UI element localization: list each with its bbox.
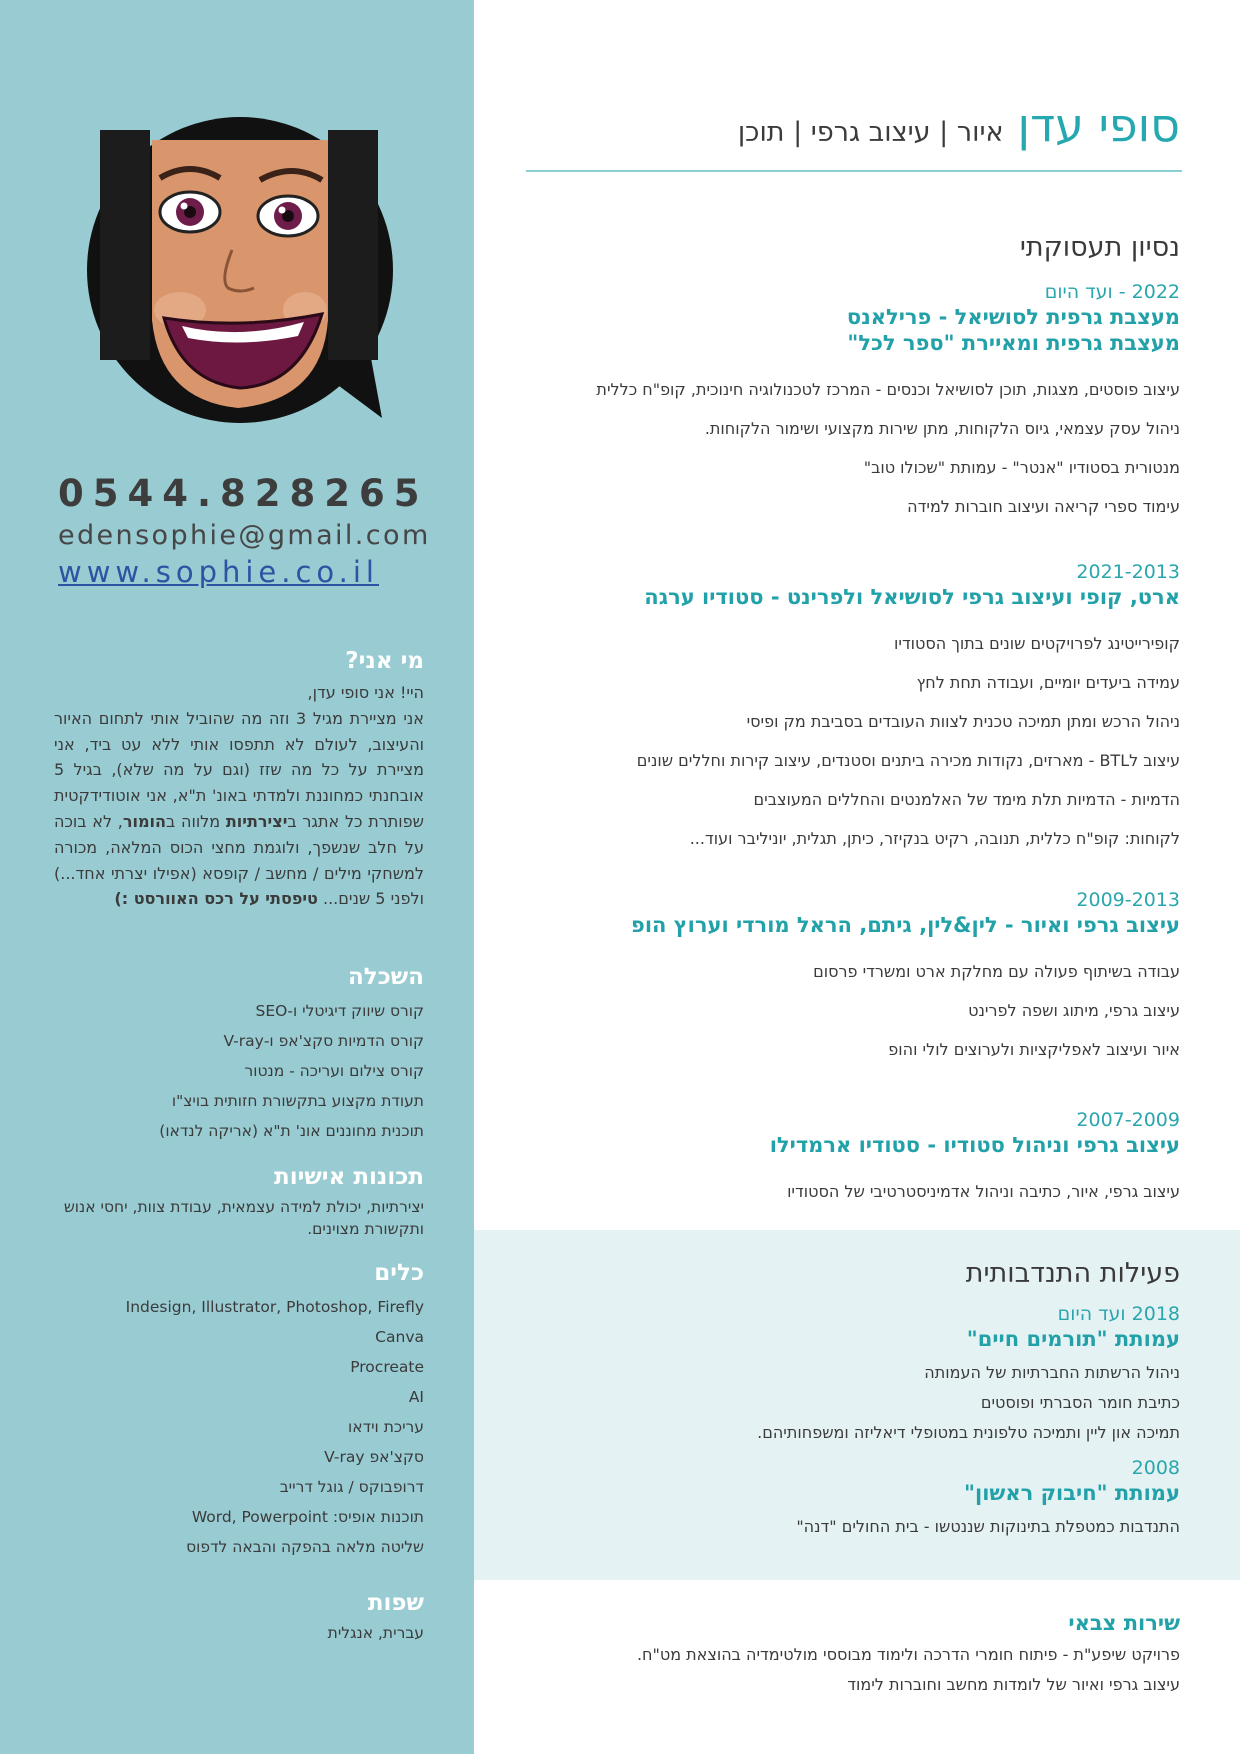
email-address[interactable]: edensophie@gmail.com [58, 520, 431, 551]
list-item: Canva [375, 1328, 424, 1346]
volunteer-first-hug [520, 1456, 1180, 1542]
list-item: AI [408, 1388, 424, 1406]
volunteer-period: 2008 [1131, 1457, 1180, 1479]
list-item: פרויקט שיפע"ת - פיתוח חומרי הדרכה ולימוד מבוססי מולטימדיה בהוצאת מט"ח. [636, 1645, 1180, 1664]
job-duties [520, 624, 1180, 858]
list-item: תוכנות אופיס: Word, Powerpoint [191, 1508, 424, 1526]
list-item: התנדבות כמטפלת בתינוקות שננטשו - בית החולים "דנה" [796, 1517, 1180, 1536]
volunteer-duties [520, 1512, 1180, 1542]
list-item: עימוד ספרי קריאה ועיצוב חוברות למידה [907, 497, 1180, 516]
list-item: סקצ'אפ V-ray [324, 1448, 424, 1466]
list-item: עבודה בשיתוף פעולה עם מחלקת ארט ומשרדי פרסום [813, 962, 1180, 981]
about-title: מי אני? [345, 648, 424, 674]
about-text: היי! אני סופי עדן, אני מציירת מגיל 3 וזה מה שהוביל אותי לתחום האיור והעיצוב, לעולם לא תתפסו אותי ללא עט ביד, אני מציירת על כל מה שזז (וגם על מה שלא), בגיל 5 אובחנתי כמחוננת ולמדתי באונ' ת"א, אני אוטודידקטית שפותרת כל אתגר ביצירתיות מלווה בהומור, לא בוכה על חלב שנשפך, ולוגמת מחצי הכוס המלאה, מכורה למשחקי מילים / מחשב / קופסא (אפילו יצרתי אחד...) ולפני 5 שנים... טיפסתי על רכס האוורסט :) [54, 680, 424, 912]
tools-section [54, 1260, 424, 1562]
phone-number: 0544.828265 [58, 472, 429, 515]
website-link[interactable]: www.sophie.co.il [58, 555, 379, 589]
job-title: עיצוב גרפי ואיור - לין&לין, גיתם, הראל מורדי וערוץ הופ [631, 913, 1180, 937]
avatar-illustration [60, 100, 420, 440]
hair-right [328, 130, 378, 360]
list-item: ניהול עסק עצמאי, גיוס הלקוחות, מתן שירות מקצועי ושימור הלקוחות. [704, 419, 1180, 438]
list-item: עיצוב פוסטים, מצגות, תוכן לסושיאל וכנסים - המרכז לטכנולוגיה חינוכית, קופ"ח כללית [596, 380, 1180, 399]
list-item: תוכנית מחוננים אונ' ת"א (אריקה לנדאו) [159, 1122, 424, 1140]
header [738, 98, 1180, 152]
volunteer-period: 2018 ועד היום [1057, 1303, 1180, 1325]
list-item: שליטה מלאה בהפקה והבאה לדפוס [186, 1538, 424, 1556]
job-period: 2022 - ועד היום [1044, 281, 1180, 303]
hair-left [100, 130, 150, 360]
military-duties [520, 1640, 1180, 1700]
job-duties [520, 952, 1180, 1069]
about-section [54, 648, 424, 912]
list-item: עריכת וידאו [348, 1418, 424, 1436]
sidebar [0, 0, 474, 1754]
list-item: קורס הדמיות סקצ'אפ ו-V-ray [223, 1032, 424, 1050]
about-greeting: היי! אני סופי עדן, [307, 683, 424, 702]
languages-section [54, 1590, 424, 1644]
list-item: עיצוב גרפי, איור, כתיבה וניהול אדמיניסטרטיבי של הסטודיו [787, 1182, 1180, 1201]
education-section [54, 964, 424, 1146]
traits-text: יצירתיות, יכולת למידה עצמאית, עבודת צוות, יחסי אנוש ותקשורת מצוינים. [63, 1198, 424, 1238]
volunteer-org: עמותת "חיבוק ראשון" [964, 1481, 1180, 1505]
list-item: דרופבוקס / גוגל דרייב [279, 1478, 424, 1496]
list-item: קורס שיווק דיגיטלי ו-SEO [255, 1002, 424, 1020]
list-item: קופירייטינג לפרויקטים שונים בתוך הסטודיו [894, 634, 1180, 653]
list-item: תמיכה און ליין ותמיכה טלפונית במטופלי דיאליזה ומשפחותיהם. [757, 1423, 1180, 1442]
military-service [520, 1610, 1180, 1700]
list-item: עמידה ביעדים יומיים, ועבודה תחת לחץ [916, 673, 1180, 692]
volunteer-donors [520, 1302, 1180, 1448]
job-duties [520, 1172, 1180, 1211]
list-item: Indesign, Illustrator, Photoshop, Firefly [125, 1298, 424, 1316]
list-item: Procreate [350, 1358, 424, 1376]
experience-title: נסיון תעסוקתי [1019, 232, 1180, 263]
list-item: עיצוב גרפי, מיתוג ושפה לפרינט [968, 1001, 1180, 1020]
list-item: עיצוב לBTL - מארזים, נקודות מכירה ביתנים וסטנדים, עיצוב קירות וחללים שונים [636, 751, 1180, 770]
volunteer-duties [520, 1358, 1180, 1448]
list-item: הדמיות - הדמיות תלת מימד של האלמנטים והחללים המעוצבים [753, 790, 1180, 809]
list-item: ניהול הרשתות החברתיות של העמותה [924, 1363, 1180, 1382]
military-title: שירות צבאי [1068, 1611, 1180, 1635]
list-item: מנטורית בסטודיו "אנטר" - עמותת "שכולו טוב" [863, 458, 1180, 477]
job-title: מעצבת גרפית לסושיאל - פרילאנס [846, 305, 1180, 329]
list-item: איור ועיצוב לאפליקציות ולערוצים לולי והופ [888, 1040, 1180, 1059]
list-item: ניהול הרכש ומתן תמיכה טכנית לצוות העובדים בסביבת מק ופיסי [746, 712, 1180, 731]
list-item: לקוחות: קופ"ח כללית, תנובה, רקיט בנקיזר, כיתן, תגלית, יוניליבר ועוד... [689, 829, 1180, 848]
full-name: סופי עדן [1017, 98, 1180, 152]
job-lin-lin [520, 888, 1180, 1069]
job-studio-arga [520, 560, 1180, 858]
job-armadillo [520, 1108, 1180, 1211]
job-period: 2007-2009 [1076, 1109, 1180, 1131]
tools-title: כלים [374, 1260, 424, 1286]
languages-text: עברית, אנגלית [327, 1624, 424, 1642]
main-content [474, 0, 1240, 1754]
languages-title: שפות [367, 1590, 424, 1616]
list-item: תעודת מקצוע בתקשורת חזותית בויצ"ו [171, 1092, 424, 1110]
traits-section [54, 1164, 424, 1240]
volunteer-org: עמותת "תורמים חיים" [966, 1327, 1180, 1351]
education-title: השכלה [348, 964, 424, 990]
education-list [54, 996, 424, 1146]
list-item: כתיבת חומר הסברתי ופוסטים [980, 1393, 1180, 1412]
job-title: ארט, קופי ועיצוב גרפי לסושיאל ולפרינט - סטודיו ערגה [644, 585, 1180, 609]
job-period: 2021-2013 [1076, 561, 1180, 583]
list-item: עיצוב גרפי ואיור של לומדות מחשב וחוברות לימוד [847, 1675, 1180, 1694]
job-duties [520, 370, 1180, 526]
volunteer-title: פעילות התנדבותית [965, 1258, 1180, 1289]
header-divider [526, 170, 1182, 172]
job-title: עיצוב גרפי וניהול סטודיו - סטודיו ארמדילו [769, 1133, 1180, 1157]
job-period: 2009-2013 [1076, 889, 1180, 911]
tagline: איור | עיצוב גרפי | תוכן [737, 117, 1004, 148]
job-title: מעצבת גרפית ומאיירת "ספר לכל" [847, 331, 1180, 355]
tools-list [54, 1292, 424, 1562]
list-item: קורס צילום ועריכה - מנטור [244, 1062, 424, 1080]
traits-title: תכונות אישיות [273, 1164, 424, 1190]
job-freelance [520, 280, 1180, 526]
